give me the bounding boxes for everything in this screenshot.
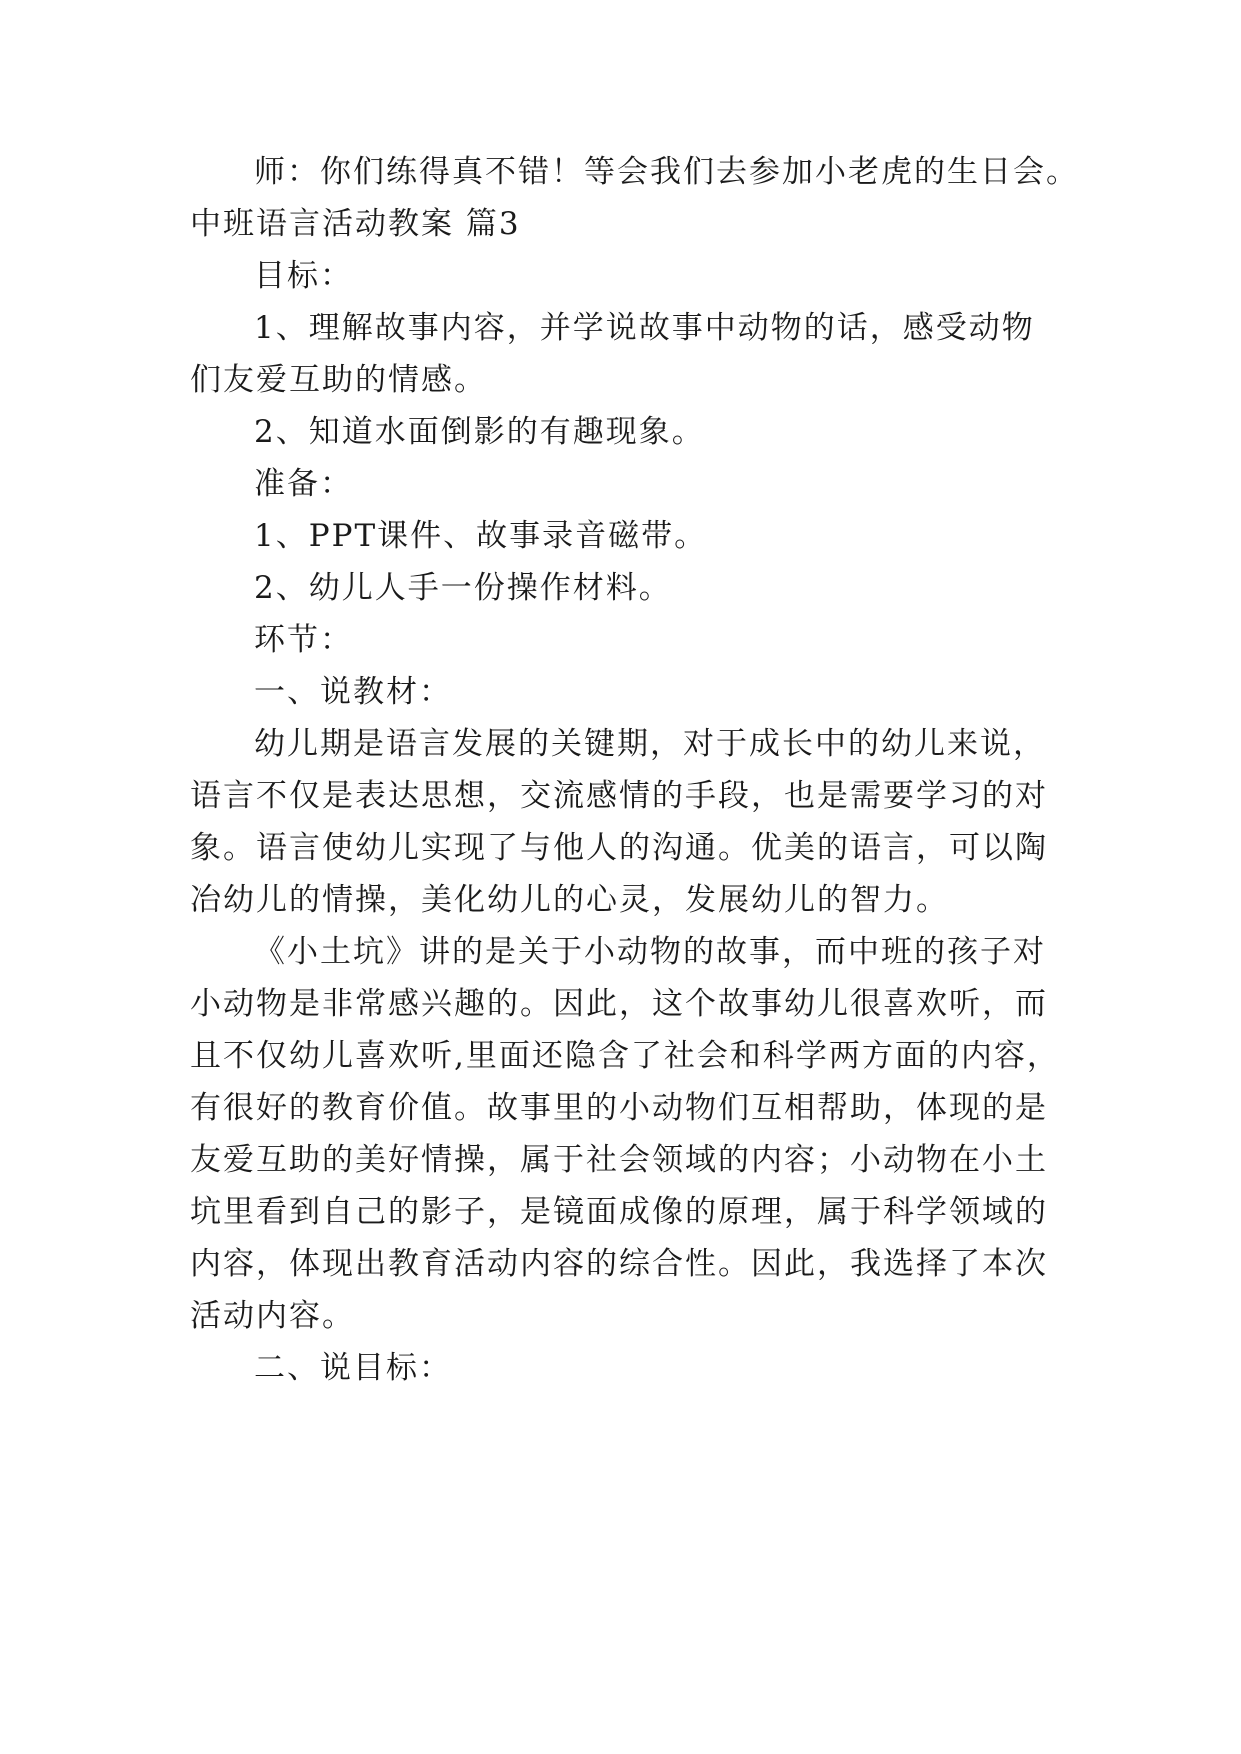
text-line: 内容，体现出教育活动内容的综合性。因此，我选择了本次 [190,1246,1048,1282]
text-line: 二、说目标： [254,1350,452,1386]
text-line: 1、理解故事内容，并学说故事中动物的话，感受动物 [254,310,1035,346]
text-line: 环节： [254,622,353,658]
text-line: 2、知道水面倒影的有趣现象。 [254,414,705,450]
text-line: 幼儿期是语言发展的关键期，对于成长中的幼儿来说， [254,726,1046,762]
text-line: 小动物是非常感兴趣的。因此，这个故事幼儿很喜欢听，而 [190,986,1048,1022]
text-line: 有很好的教育价值。故事里的小动物们互相帮助，体现的是 [190,1090,1048,1126]
text-line: 2、幼儿人手一份操作材料。 [254,570,672,606]
text-line: 《小土坑》讲的是关于小动物的故事，而中班的孩子对 [254,934,1046,970]
text-line: 友爱互助的美好情操，属于社会领域的内容；小动物在小土 [190,1142,1048,1178]
text-line: 师：你们练得真不错！等会我们去参加小老虎的生日会。 [254,154,1079,190]
text-line: 语言不仅是表达思想，交流感情的手段，也是需要学习的对 [190,778,1048,814]
text-line: 冶幼儿的情操，美化幼儿的心灵，发展幼儿的智力。 [190,882,949,918]
text-line: 们友爱互助的情感。 [190,362,487,398]
text-line: 准备： [254,466,353,502]
text-line: 活动内容。 [190,1298,355,1334]
text-line: 象。语言使幼儿实现了与他人的沟通。优美的语言，可以陶 [190,830,1048,866]
text-line: 目标： [254,258,353,294]
text-line: 1、PPT课件、故事录音磁带。 [254,518,708,554]
text-line: 一、说教材： [254,674,452,710]
text-line: 坑里看到自己的影子，是镜面成像的原理，属于科学领域的 [190,1194,1048,1230]
section-heading: 中班语言活动教案 篇3 [190,206,521,242]
text-line: 且不仅幼儿喜欢听,里面还隐含了社会和科学两方面的内容， [190,1038,1060,1074]
